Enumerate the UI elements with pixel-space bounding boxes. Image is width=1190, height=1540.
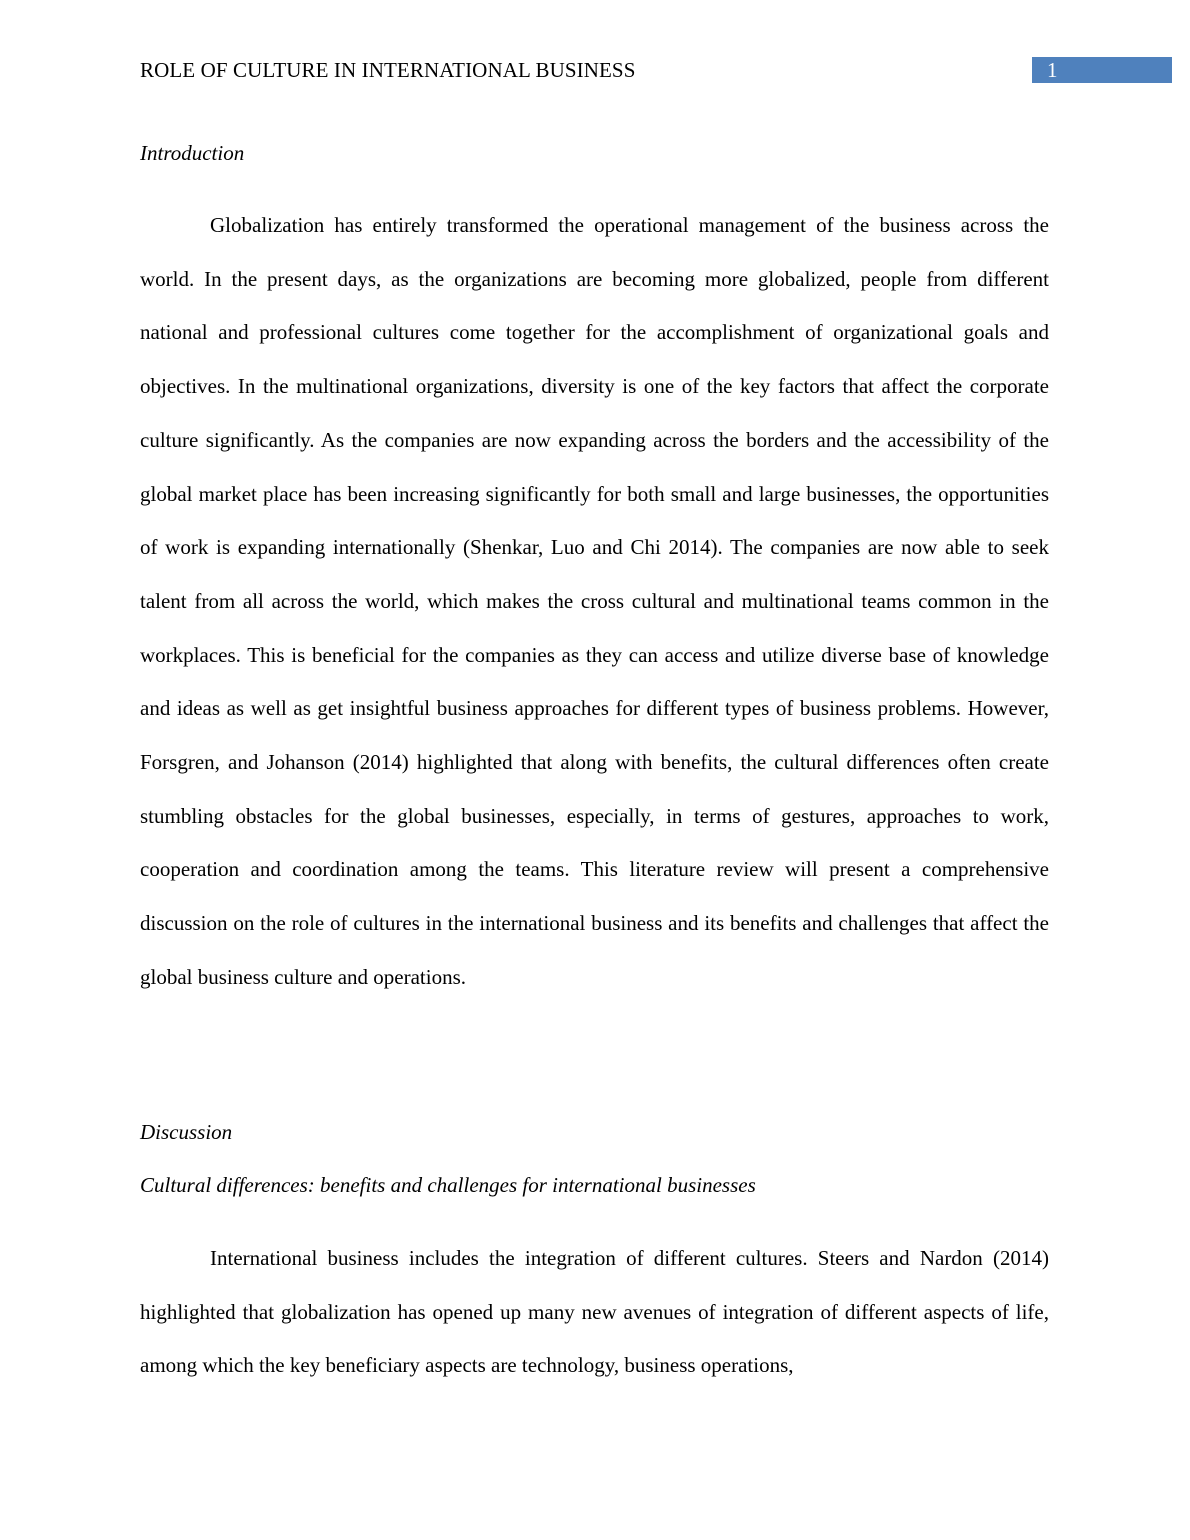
discussion-subheading: Cultural differences: benefits and challenges for international businesses (140, 1173, 756, 1197)
page-number: 1 (1047, 58, 1058, 82)
discussion-paragraph: International business includes the integration of different cultures. Steers and Nardon (2014) highlighted that globalization has opened up many new avenues of integration of different aspects of life, among which the key beneficiary aspects are technology, business operations, (140, 1246, 1049, 1378)
discussion-heading: Discussion (140, 1120, 233, 1144)
introduction-paragraph: Globalization has entirely transformed the operational management of the business across the world. In the present days, as the organizations are becoming more globalized, people from different national and professional cultures come together for the accomplishment of organizational goals and objectives. In the multinational organizations, diversity is one of the key factors that affect the corporate culture significantly. As the companies are now expanding across the borders and the accessibility of the global market place has been increasing significantly for both small and large businesses, the opportunities of work is expanding internationally (Shenkar, Luo and Chi 2014). The companies are now able to seek talent from all across the world, which makes the cross cultural and multinational teams common in the workplaces. This is beneficial for the companies as they can access and utilize diverse base of knowledge and ideas as well as get insightful business approaches for different types of business problems. However, Forsgren, and Johanson (2014) highlighted that along with benefits, the cultural differences often create stumbling obstacles for the global businesses, especially, in terms of gestures, approaches to work, cooperation and coordination among the teams. This literature review will present a comprehensive discussion on the role of cultures in the international business and its benefits and challenges that affect the global business culture and operations. (140, 213, 1049, 989)
running-header-title: ROLE OF CULTURE IN INTERNATIONAL BUSINESS (140, 58, 636, 82)
page-number-badge (1032, 57, 1172, 83)
introduction-heading: Introduction (140, 141, 245, 165)
